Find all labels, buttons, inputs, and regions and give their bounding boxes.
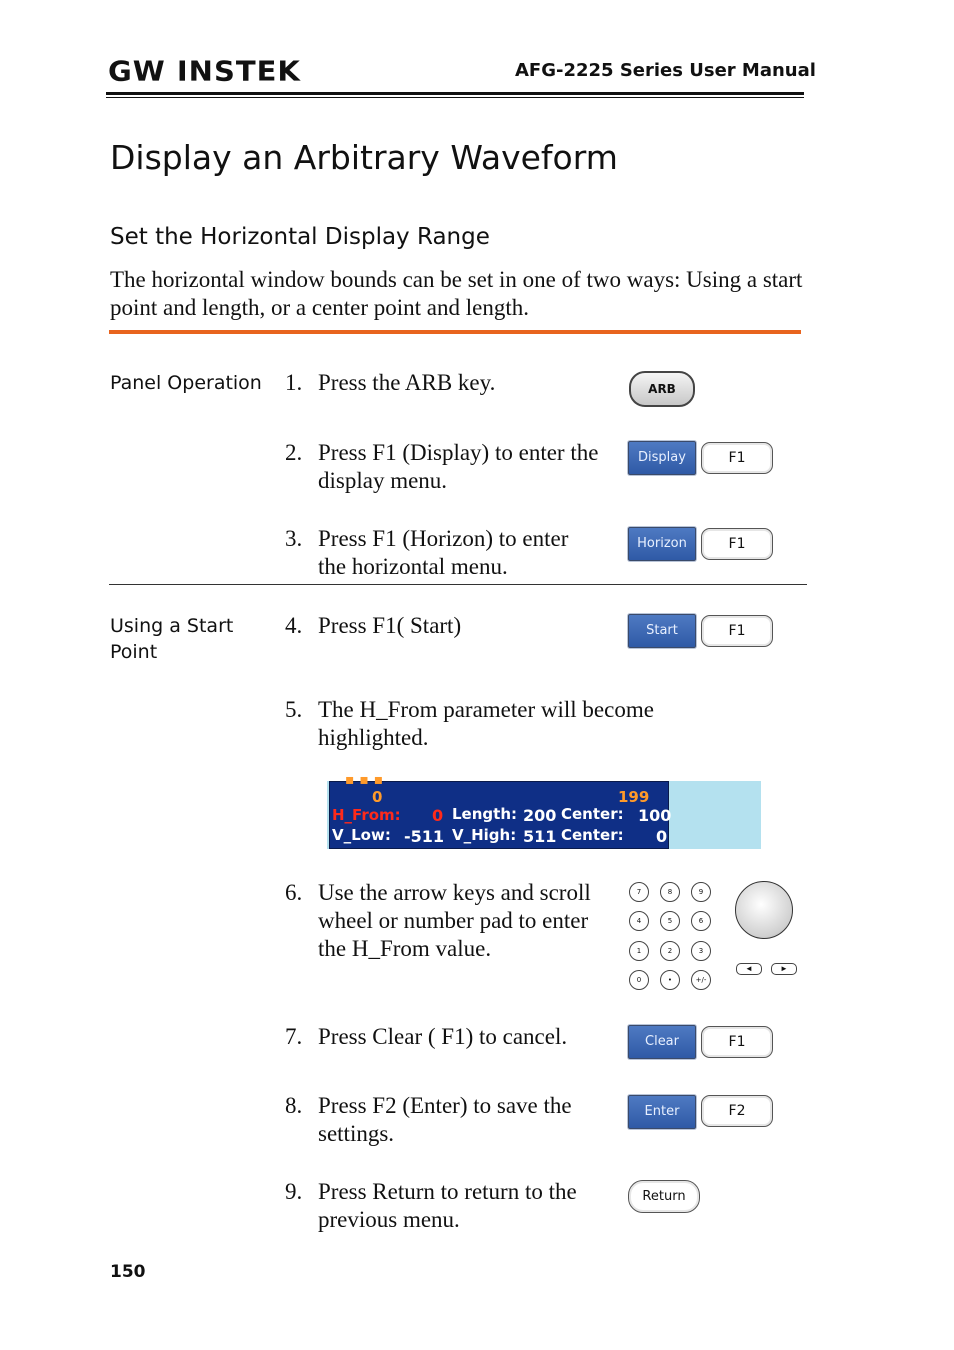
lcd-center-label-2: Center: (561, 826, 624, 844)
lcd-v-high-value: 511 (523, 827, 557, 846)
intro-paragraph: The horizontal window bounds can be set in one of two ways: Using a start point and length, or a center point and length. (110, 267, 803, 320)
gw-instek-logo: GW INSTEK (108, 54, 301, 88)
f1-key[interactable]: F1 (701, 528, 773, 560)
step-text: Press F1 (Horizon) to enter the horizontal menu. (318, 526, 569, 579)
f2-key[interactable]: F2 (701, 1095, 773, 1127)
step-number: 3. (285, 526, 303, 551)
scroll-wheel-icon[interactable] (735, 881, 793, 939)
lcd-h-from-label: H_From: (332, 806, 401, 824)
lcd-top-right: 199 (618, 788, 650, 806)
numpad-key-5[interactable]: 5 (660, 911, 680, 931)
page-title: Display an Arbitrary Waveform (110, 138, 618, 177)
numpad-key-dot[interactable]: • (660, 970, 680, 990)
lcd-length-label: Length: (452, 805, 517, 823)
start-softkey[interactable]: Start (628, 614, 696, 648)
numpad-key-7[interactable]: 7 (629, 882, 649, 902)
step-text: Press F2 (Enter) to save the settings. (318, 1093, 572, 1146)
step-text: The H_From parameter will become highlighted. (318, 697, 654, 750)
numpad-key-plus-minus[interactable]: +/- (691, 970, 711, 990)
return-key[interactable]: Return (628, 1180, 700, 1213)
lcd-v-low-value: -511 (404, 827, 445, 846)
step-number: 8. (285, 1093, 303, 1118)
lcd-v-high-label: V_High: (452, 826, 517, 844)
right-arrow-key-icon[interactable]: ► (771, 963, 797, 975)
numpad-key-4[interactable]: 4 (629, 911, 649, 931)
arb-key[interactable]: ARB (629, 371, 695, 407)
page-number: 150 (110, 1262, 146, 1282)
display-softkey[interactable]: Display (628, 441, 696, 475)
numpad-key-2[interactable]: 2 (660, 941, 680, 961)
f1-key[interactable]: F1 (701, 442, 773, 474)
step-number: 2. (285, 440, 303, 465)
lcd-v-low-label: V_Low: (332, 826, 391, 844)
left-arrow-key-icon[interactable]: ◄ (736, 963, 762, 975)
numpad-key-0[interactable]: 0 (629, 970, 649, 990)
enter-softkey[interactable]: Enter (628, 1095, 696, 1129)
side-label-panel-operation: Panel Operation (110, 372, 262, 394)
f1-key[interactable]: F1 (701, 615, 773, 647)
step-text: Press F1 (Display) to enter the display menu. (318, 440, 599, 493)
step-number: 7. (285, 1024, 303, 1049)
lcd-h-from-value: 0 (432, 806, 444, 825)
step-text: Press F1( Start) (318, 613, 462, 638)
numpad-key-9[interactable]: 9 (691, 882, 711, 902)
section-title: Set the Horizontal Display Range (110, 224, 490, 250)
numpad-key-6[interactable]: 6 (691, 911, 711, 931)
lcd-top-left: 0 (372, 788, 383, 806)
horizon-softkey[interactable]: Horizon (628, 527, 696, 561)
step-text: Press the ARB key. (318, 370, 496, 395)
lcd-cut-text: ▪ ▪ ▪ (345, 772, 384, 788)
header-rule (106, 92, 804, 95)
step-number: 1. (285, 370, 303, 395)
step-text: Press Clear ( F1) to cancel. (318, 1024, 568, 1049)
lcd-length-value: 200 (523, 806, 557, 825)
lcd-display (329, 772, 672, 849)
side-label-using-start: Using a Start Point (110, 615, 234, 663)
numpad-key-3[interactable]: 3 (691, 941, 711, 961)
f1-key[interactable]: F1 (701, 1026, 773, 1058)
clear-softkey[interactable]: Clear (628, 1025, 696, 1059)
numpad-key-1[interactable]: 1 (629, 941, 649, 961)
lcd-screenshot (327, 772, 761, 849)
step-number: 9. (285, 1179, 303, 1204)
manual-title: AFG-2225 Series User Manual (515, 60, 816, 81)
lcd-center-value-2: 0 (656, 827, 668, 846)
step-number: 6. (285, 880, 303, 905)
numpad-key-8[interactable]: 8 (660, 882, 680, 902)
step-number: 5. (285, 697, 303, 722)
lcd-center-label: Center: (561, 805, 624, 823)
lcd-center-value: 100 (638, 806, 672, 825)
section-rule (109, 330, 801, 334)
step-text: Press Return to return to the previous menu. (318, 1179, 577, 1232)
header-rule-thin (106, 97, 804, 98)
section-divider (109, 584, 807, 585)
step-number: 4. (285, 613, 303, 638)
step-text: Use the arrow keys and scroll wheel or number pad to enter the H_From value. (318, 880, 591, 961)
